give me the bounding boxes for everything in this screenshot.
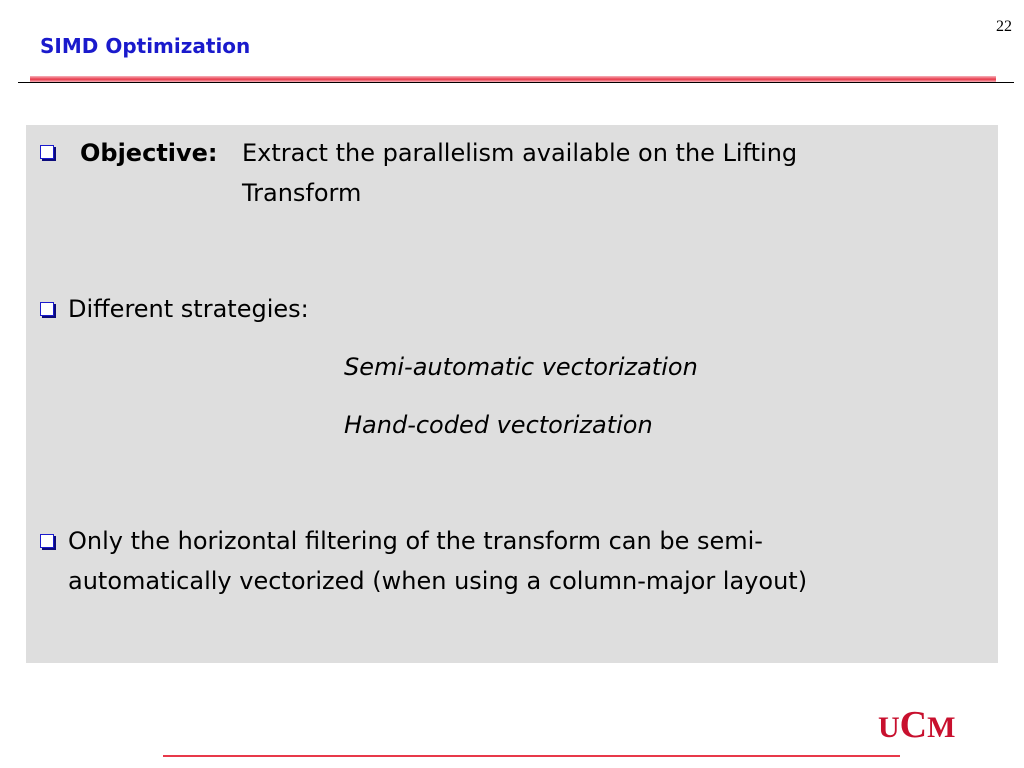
strategy-item-2: Hand-coded vectorization <box>344 411 653 439</box>
content-box <box>26 125 998 663</box>
strategies-label: Different strategies: <box>68 295 309 323</box>
slide-title: SIMD Optimization <box>40 34 251 58</box>
note-text-line-2: automatically vectorized (when using a column-major layout) <box>68 567 808 595</box>
footer-rule <box>163 755 900 757</box>
square-bullet-icon <box>40 145 54 159</box>
objective-text-line-1: Extract the parallelism available on the Lifting <box>242 139 798 167</box>
title-underline-black <box>18 82 1014 83</box>
objective-label: Objective: <box>80 139 218 167</box>
strategy-item-1: Semi-automatic vectorization <box>344 353 698 381</box>
page-number: 22 <box>996 18 1012 35</box>
ucm-logo: UCM <box>878 704 956 746</box>
objective-text-line-2: Transform <box>242 179 362 207</box>
note-text-line-1: Only the horizontal filtering of the transform can be semi- <box>68 527 763 555</box>
square-bullet-icon <box>40 302 54 316</box>
square-bullet-icon <box>40 534 54 548</box>
